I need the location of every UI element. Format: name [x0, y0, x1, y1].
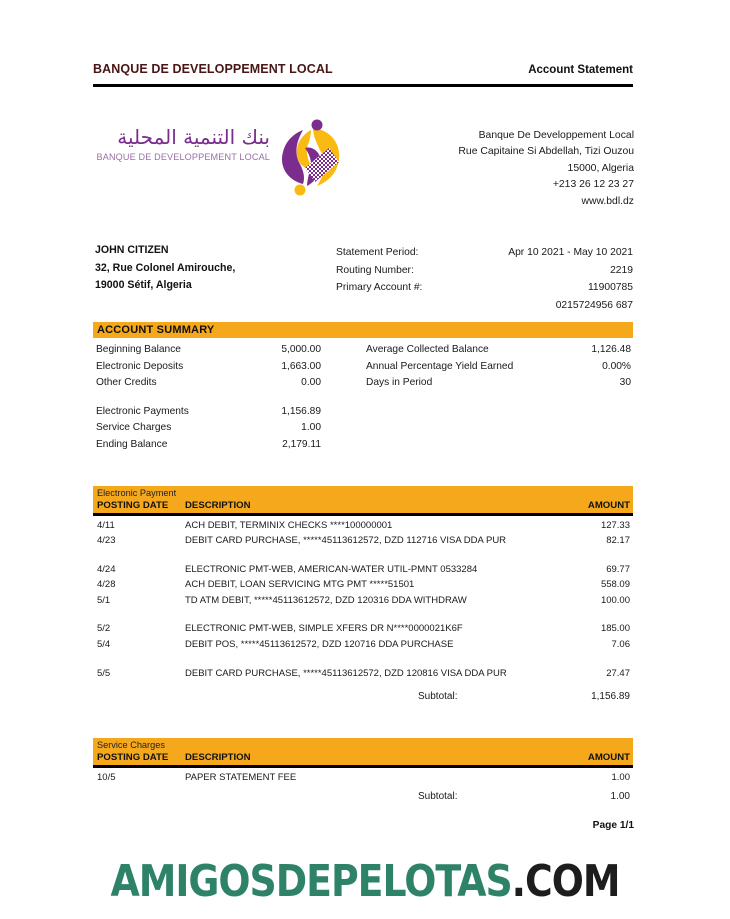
- electronic-payment-table: [93, 486, 633, 702]
- subtotal-label: Subtotal:: [418, 691, 458, 703]
- table-row: [93, 593, 633, 609]
- bank-phone: +213 26 12 23 27: [552, 179, 634, 191]
- summary-label: Average Collected Balance: [366, 344, 489, 355]
- bank-address-block: [458, 128, 634, 210]
- header-document-type: Account Statement: [528, 64, 633, 76]
- cell-description: TD ATM DEBIT, *****45113612572, DZD 120316 DDA WITHDRAW: [185, 594, 467, 606]
- header-divider: [93, 84, 633, 87]
- summary-row-service-charges: [96, 420, 321, 437]
- account-summary-title: ACCOUNT SUMMARY: [97, 324, 215, 336]
- table-category-label: Service Charges: [97, 740, 165, 750]
- site-watermark: [51, 856, 679, 907]
- statement-meta-block: [336, 244, 633, 314]
- account-summary-right-column: [363, 342, 633, 453]
- bank-address-line: Banque De Developpement Local: [478, 130, 634, 141]
- summary-value: 1.00: [301, 422, 321, 433]
- cell-amount: 558.09: [600, 579, 630, 591]
- electronic-payment-rows: [93, 516, 633, 682]
- summary-label: Ending Balance: [96, 438, 168, 450]
- summary-row-apy-earned: [366, 359, 631, 376]
- table-row: [93, 562, 633, 578]
- cell-description: DEBIT CARD PURCHASE, *****45113612572, DZD 120816 VISA DDA PUR: [185, 667, 507, 679]
- cell-amount: 27.47: [606, 667, 630, 679]
- table-row: [93, 666, 633, 682]
- table-category-label: Electronic Payment: [97, 488, 177, 498]
- summary-value: 1,663.00: [281, 360, 321, 372]
- bank-logo-arabic-name: بنك التنمية المحلية: [117, 125, 270, 149]
- cell-description: DEBIT POS, *****45113612572, DZD 120716 DDA PURCHASE: [185, 639, 454, 651]
- meta-row-primary-account-continued: [336, 297, 633, 315]
- cell-posting-date: 5/4: [97, 639, 111, 651]
- column-header-description: DESCRIPTION: [185, 752, 251, 763]
- summary-value: 0.00%: [602, 360, 631, 372]
- customer-address-line: 19000 Sétif, Algeria: [95, 279, 192, 291]
- meta-row-routing-number: [336, 262, 633, 280]
- cell-description: ACH DEBIT, TERMINIX CHECKS ****100000001: [185, 519, 393, 531]
- table-column-headers: [93, 751, 633, 765]
- cell-posting-date: 4/11: [97, 519, 115, 531]
- column-header-posting-date: POSTING DATE: [97, 500, 169, 511]
- meta-value: 0215724956 687: [555, 299, 633, 311]
- summary-label: Other Credits: [96, 377, 157, 388]
- watermark-primary-text: AMIGOSDEPELOTAS: [110, 856, 512, 907]
- document-header: [93, 62, 633, 76]
- summary-label: Electronic Deposits: [96, 360, 184, 372]
- bank-logo: [95, 118, 345, 198]
- cell-amount: 100.00: [600, 594, 630, 606]
- summary-value: 2,179.11: [282, 438, 321, 450]
- service-charges-header-band: [93, 738, 633, 765]
- table-row: [93, 533, 633, 549]
- cell-amount: 1.00: [611, 771, 630, 783]
- summary-row-electronic-deposits: [96, 359, 321, 376]
- cell-posting-date: 4/24: [97, 563, 116, 575]
- cell-description: ELECTRONIC PMT-WEB, SIMPLE XFERS DR N****0000021K6F: [185, 623, 463, 635]
- electronic-payment-header-band: [93, 486, 633, 513]
- table-row: [93, 770, 633, 786]
- cell-posting-date: 5/1: [97, 594, 111, 606]
- cell-amount: 82.17: [606, 535, 630, 547]
- summary-row-beginning-balance: [96, 342, 321, 359]
- subtotal-label: Subtotal:: [418, 791, 458, 803]
- cell-amount: 7.06: [611, 639, 630, 651]
- meta-value: Apr 10 2021 - May 10 2021: [508, 247, 633, 258]
- summary-row-ending-balance: [96, 437, 321, 454]
- column-header-posting-date: POSTING DATE: [97, 752, 169, 763]
- cell-posting-date: 5/5: [97, 667, 111, 679]
- summary-label: Annual Percentage Yield Earned: [366, 360, 514, 372]
- summary-label: Days in Period: [366, 377, 433, 388]
- cell-description: ELECTRONIC PMT-WEB, AMERICAN-WATER UTIL-PMNT 0533284: [185, 563, 478, 575]
- summary-value: 1,156.89: [281, 405, 321, 417]
- summary-label: Service Charges: [96, 422, 172, 433]
- bank-address-line: 15000, Algeria: [567, 162, 634, 174]
- page-number: Page 1/1: [592, 820, 634, 831]
- header-bank-name: BANQUE DE DEVELOPPEMENT LOCAL: [93, 62, 333, 76]
- customer-name: JOHN CITIZEN: [95, 244, 169, 256]
- bank-logo-text: [95, 126, 270, 162]
- cell-posting-date: 4/23: [97, 535, 116, 547]
- summary-row-average-collected-balance: [366, 342, 631, 359]
- watermark-secondary-text: .COM: [511, 856, 620, 907]
- summary-label: Electronic Payments: [96, 405, 189, 417]
- table-row: [93, 637, 633, 653]
- meta-label: Routing Number:: [336, 264, 414, 276]
- summary-label: Beginning Balance: [96, 344, 181, 355]
- cell-amount: 127.33: [600, 519, 630, 531]
- cell-amount: 185.00: [600, 623, 630, 635]
- service-charges-subtotal: [93, 791, 633, 802]
- customer-address-line: 32, Rue Colonel Amirouche,: [95, 261, 236, 274]
- cell-amount: 69.77: [606, 563, 630, 575]
- summary-row-other-credits: [96, 375, 321, 392]
- account-summary-grid: [93, 342, 633, 453]
- summary-row-days-in-period: [366, 375, 631, 392]
- meta-row-primary-account: [336, 279, 633, 297]
- account-summary-left-column: [93, 342, 363, 453]
- service-charges-table: [93, 738, 633, 802]
- summary-value: 1,126.48: [591, 344, 631, 355]
- account-summary-section: [93, 322, 633, 453]
- column-header-amount: AMOUNT: [587, 752, 630, 763]
- cell-posting-date: 10/5: [97, 771, 116, 783]
- cell-posting-date: 4/28: [97, 579, 116, 591]
- cell-posting-date: 5/2: [97, 623, 111, 635]
- summary-row-electronic-payments: [96, 404, 321, 421]
- column-header-amount: AMOUNT: [587, 500, 630, 511]
- subtotal-value: 1.00: [610, 791, 630, 803]
- cell-description: DEBIT CARD PURCHASE, *****45113612572, DZD 112716 VISA DDA PUR: [185, 535, 507, 547]
- meta-value: 11900785: [587, 282, 633, 293]
- account-summary-band: [93, 322, 633, 338]
- meta-value: 2219: [610, 264, 633, 276]
- customer-address-block: [95, 242, 235, 295]
- column-header-description: DESCRIPTION: [185, 500, 251, 511]
- table-row: [93, 518, 633, 534]
- cell-description: ACH DEBIT, LOAN SERVICING MTG PMT *****51501: [185, 579, 415, 591]
- bank-website: www.bdl.dz: [581, 195, 634, 207]
- table-row: [93, 577, 633, 593]
- table-column-headers: [93, 499, 633, 513]
- electronic-payment-subtotal: [93, 691, 633, 702]
- summary-value: 30: [619, 377, 631, 388]
- summary-value: 5,000.00: [281, 344, 321, 355]
- summary-spacer: [96, 392, 321, 404]
- meta-label: Statement Period:: [336, 247, 419, 258]
- bank-logo-latin-name: BANQUE DE DEVELOPPEMENT LOCAL: [96, 152, 270, 162]
- subtotal-value: 1,156.89: [591, 691, 630, 703]
- bdl-swirl-logo-icon: [273, 118, 347, 203]
- bank-address-line: Rue Capitaine Si Abdellah, Tizi Ouzou: [458, 146, 634, 158]
- summary-value: 0.00: [301, 377, 321, 388]
- meta-row-statement-period: [336, 244, 633, 262]
- meta-label: Primary Account #:: [336, 282, 423, 293]
- service-charges-rows: [93, 768, 633, 786]
- cell-description: PAPER STATEMENT FEE: [185, 771, 297, 783]
- table-row: [93, 621, 633, 637]
